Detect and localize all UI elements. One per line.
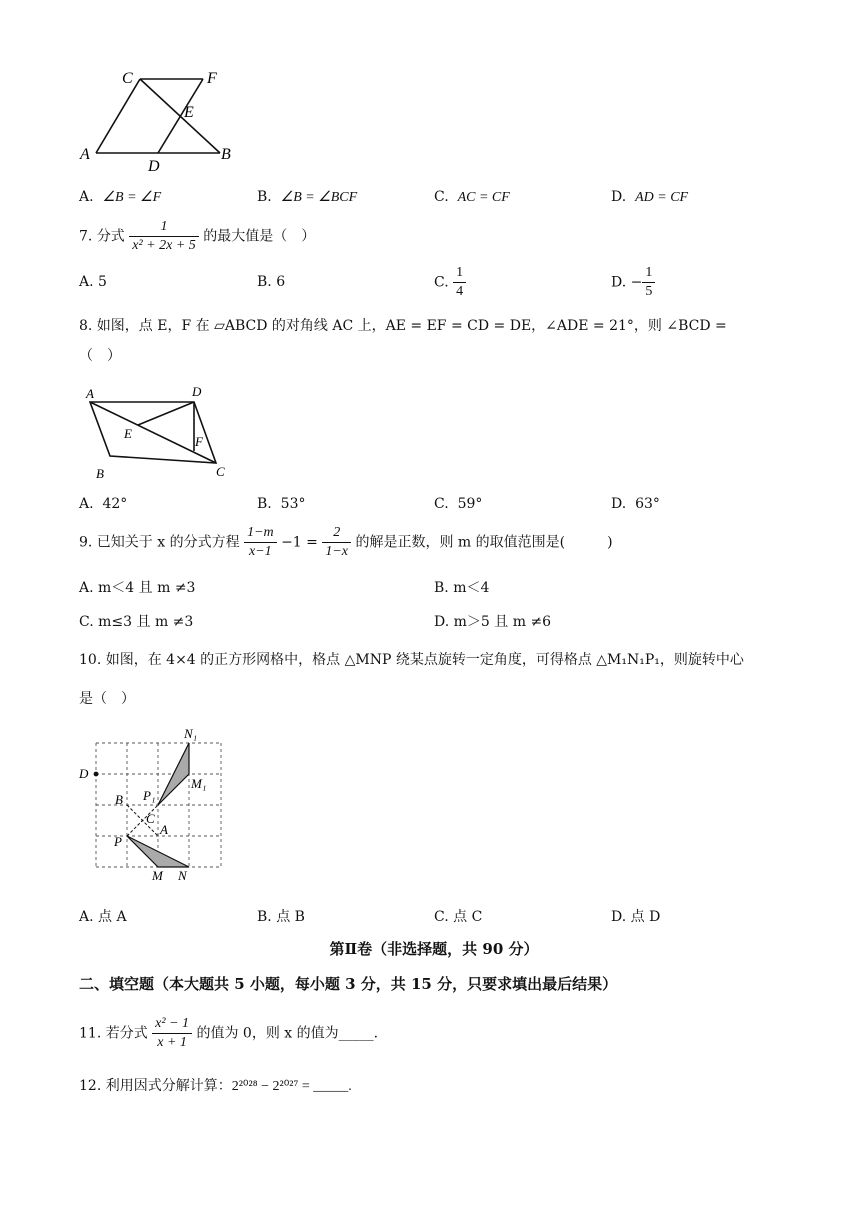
fig10-label-c: C bbox=[146, 811, 155, 826]
q8-stem-line2: （ ） bbox=[79, 348, 121, 364]
fig6-label-b: B bbox=[221, 146, 231, 163]
q9-option-b: B. m＜4 bbox=[434, 580, 490, 596]
q6-option-c: C. AC = CF bbox=[434, 189, 510, 205]
q9-option-d: D. m＞5 且 m ≠6 bbox=[434, 614, 552, 630]
fig6-label-e: E bbox=[184, 104, 194, 121]
q7-option-b: B. 6 bbox=[257, 274, 286, 290]
q11-stem: 11. 若分式 $\frac{\text{x² − 1}}{x + 1}$ 的值为 0，则 x 的值为_____. bbox=[79, 1016, 379, 1050]
fig10-label-p: P bbox=[114, 834, 122, 849]
q7-option-d: D. − $\frac{1}{5}$ bbox=[611, 264, 655, 301]
fig8-label-f: F bbox=[195, 434, 203, 449]
q10-stem-line1: 10. 如图，在 4×4 的正方形网格中，格点 △MNP 绕某点旋转一定角度，可得格点 △M₁N₁P₁，则旋转中心 bbox=[79, 652, 744, 668]
fig10-label-a: A bbox=[160, 822, 168, 837]
q10-option-b: B. 点 B bbox=[257, 909, 305, 925]
q9-option-c: C. m≤3 且 m ≠3 bbox=[79, 614, 194, 630]
q6-option-b: B. ∠B = ∠BCF bbox=[257, 189, 358, 205]
q8-option-a: A. 42° bbox=[79, 496, 128, 512]
fig10-label-m: M bbox=[152, 868, 163, 883]
fig10-label-b: B bbox=[115, 792, 123, 807]
q8-stem-line1: 8. 如图，点 E，F 在 ▱ABCD 的对角线 AC 上，AE = EF = CD = DE，∠ADE = 21°，则 ∠BCD = bbox=[79, 318, 727, 334]
part-2-title: 二、填空题（本大题共 5 小题，每小题 3 分，共 15 分，只要求填出最后结果） bbox=[79, 975, 618, 993]
q8-figure bbox=[80, 380, 230, 480]
q10-figure bbox=[74, 722, 234, 887]
fig10-label-m1: M₁ bbox=[191, 776, 207, 791]
fig8-label-c: C bbox=[216, 464, 225, 479]
fig10-label-p1: P₁ bbox=[143, 788, 156, 803]
q10-option-a: A. 点 A bbox=[79, 909, 127, 925]
section-2-title: 第Ⅱ卷（非选择题，共 90 分） bbox=[329, 940, 539, 958]
fig6-label-c: C bbox=[122, 70, 133, 87]
fig10-label-n: N bbox=[178, 868, 187, 883]
q6-option-d: D. AD = CF bbox=[611, 189, 689, 205]
q8-option-b: B. 53° bbox=[257, 496, 306, 512]
fig6-label-d: D bbox=[148, 158, 160, 175]
q6-option-a: A. ∠B = ∠F bbox=[79, 189, 162, 205]
fig6-label-f: F bbox=[207, 70, 217, 87]
fig8-label-e: E bbox=[124, 426, 132, 441]
q10-option-c: C. 点 C bbox=[434, 909, 483, 925]
q10-stem-line2: 是（ ） bbox=[79, 691, 135, 707]
q9-stem: 9. 已知关于 x 的分式方程 $\frac{1-m}{x-1}$ −1 = $\frac{2}{1-x}$ 的解是正数，则 m 的取值范围是( ) bbox=[79, 525, 613, 559]
fig10-label-n1: N₁ bbox=[184, 726, 198, 741]
fig8-label-d: D bbox=[192, 384, 202, 399]
q8-option-c: C. 59° bbox=[434, 496, 483, 512]
q7-stem: 7. 分式 $\frac{1}{\text{x² + 2x + 5}}$ 的最大值是（ ） bbox=[79, 219, 316, 253]
fig10-label-d: D bbox=[79, 766, 89, 781]
q7-fraction: $\frac{1}{\text{x² + 2x + 5}}$ bbox=[129, 218, 199, 255]
q8-option-d: D. 63° bbox=[611, 496, 660, 512]
q9-option-a: A. m＜4 且 m ≠3 bbox=[79, 580, 196, 596]
q7-option-c: C. $\frac{1}{4}$ bbox=[434, 264, 466, 301]
q6-figure bbox=[70, 65, 245, 175]
fig8-label-b: B bbox=[96, 466, 104, 480]
q10-option-d: D. 点 D bbox=[611, 909, 661, 925]
fig6-label-a: A bbox=[80, 146, 90, 163]
q12-stem: 12. 利用因式分解计算：2²⁰²⁸ − 2²⁰²⁷ = _____. bbox=[79, 1078, 352, 1094]
fig8-label-a: A bbox=[86, 386, 94, 401]
q7-option-a: A. 5 bbox=[79, 274, 107, 290]
